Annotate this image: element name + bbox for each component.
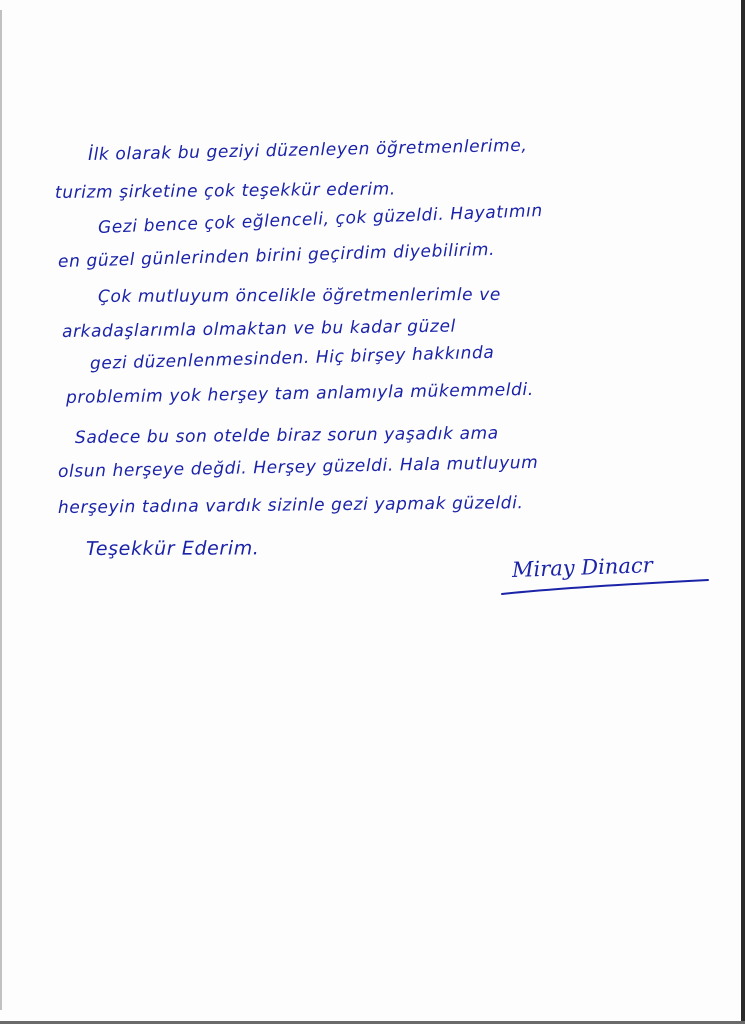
- letter-line-10: olsun herşeye değdi. Herşey güzeldi. Hala mutluyum: [57, 452, 539, 482]
- letter-line-7: gezi düzenlenmesinden. Hiç birşey hakkında: [89, 342, 495, 374]
- letter-line-6: arkadaşlarımla olmaktan ve bu kadar güzel: [61, 316, 457, 342]
- letter-line-8: problemim yok herşey tam anlamıyla mükemmeldi.: [65, 379, 534, 408]
- letter-line-5: Çok mutluyum öncelikle öğretmenlerimle ve: [97, 284, 501, 307]
- letter-line-2: turizm şirketine çok teşekkür ederim.: [54, 179, 396, 203]
- scan-left-edge: [0, 10, 2, 1010]
- letter-closing: Teşekkür Ederim.: [85, 537, 260, 560]
- letter-line-9: Sadece bu son otelde biraz sorun yaşadık ama: [74, 423, 499, 448]
- letter-line-1: İlk olarak bu geziyi düzenleyen öğretmenlerime,: [87, 135, 528, 165]
- signature: Miray Dinacr: [511, 553, 654, 582]
- letter-line-11: herşeyin tadına vardık sizinle gezi yapmak güzeldi.: [57, 493, 524, 518]
- letter-line-4: en güzel günlerinden birini geçirdim diyebilirim.: [57, 239, 496, 272]
- scan-right-edge: [741, 0, 745, 1024]
- letter-line-3: Gezi bence çok eğlenceli, çok güzeldi. Hayatımın: [97, 200, 544, 238]
- signature-underline: [498, 572, 713, 600]
